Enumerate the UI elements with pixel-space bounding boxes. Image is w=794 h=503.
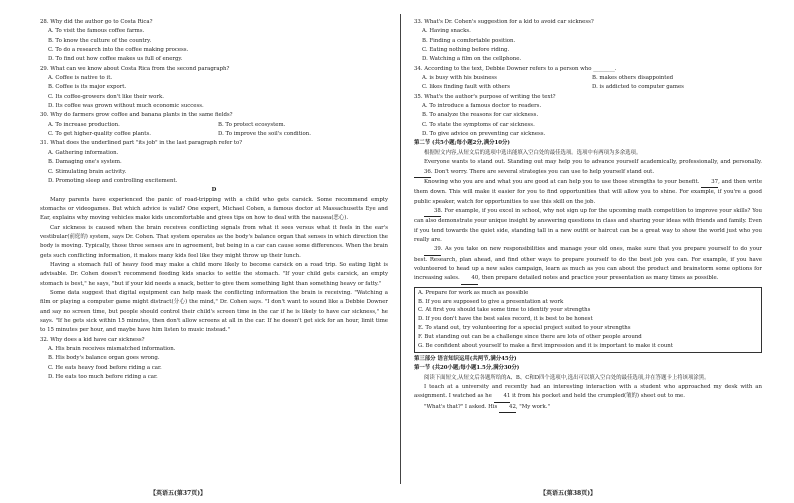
left-column: [40, 18, 388, 382]
blank-40: 40: [461, 274, 478, 284]
section-2-instructions: 根据短文内容,从短文后的选项中选出能填入空白处的最佳选项。选项中有两项为多余选项。: [424, 149, 642, 156]
passage-paragraph: Having a stomach full of heavy food may make a child more likely to become carsick on a road trip. So eating light is advisable. Dr. Cohen doesn't recommend feeding kids snacks to settle the stomach. "If your child gets carsick, an empty stomach is best," he says, "but if your kid needs a snack, better to give them something light than something heavy or fatty.": [40, 261, 388, 287]
option-row: [414, 74, 762, 83]
passage-letter: D: [211, 187, 217, 194]
text: "What's that?" I asked. His: [424, 403, 498, 410]
option: A. To introduce a famous doctor to readers.: [422, 103, 542, 110]
option: C. Eating nothing before riding.: [422, 47, 510, 54]
option-row: [40, 130, 388, 139]
option: A. Gathering information.: [48, 149, 119, 156]
option: D. To give advice on preventing car sickness.: [422, 131, 546, 138]
text: . As you take on new responsibilities and manage your old ones, make sure that you prepare yourself to do your best. Research, plan ahead, and find other ways to prepare yourself to do the best job you can. For example, if you have volunteered to head up a new sales campaign, learn as much as you can about the product and brainstorm some options for increasing sales.: [414, 246, 762, 282]
text: it from his pocket and held the crumpled(皱的) sheet out to me.: [512, 393, 685, 400]
blank-38: 38: [424, 207, 441, 217]
option: A. is busy with his business: [422, 75, 497, 82]
option: C. Stimulating brain activity.: [48, 168, 127, 175]
part-3-title: 第三部分 语言知识运用(共两节,满分45分): [414, 355, 517, 362]
option: A. To visit the famous coffee farms.: [48, 28, 145, 35]
option: D. Watching a film on the cellphone.: [422, 56, 522, 63]
option: B. Damaging one's system.: [48, 159, 122, 166]
section-1-instructions: 阅读下面短文,从短文后各题所给的A、B、C和D四个选项中,选出可以填入空白处的最佳选项,并在答题卡上将该项涂黑。: [424, 374, 710, 381]
option: B. To protect ecosystem.: [218, 121, 286, 128]
passage-paragraph: Car sickness is caused when the brain receives conflicting signals from what it sees versus what it feels in the ear's vestibular(前庭的) system, says Dr. Cohen. That system operates as the body's balance organ that senses in which direction the body is moving. Typically, those three senses are in agreement, but being in a car can cause some differences. When the brain gets such conflicting information, it makes many kids feel like they might throw up their lunch.: [40, 224, 388, 259]
option: A. His brain receives mismatched information.: [48, 346, 176, 353]
option: B. Finding a comfortable position.: [422, 37, 516, 44]
text: , then prepare detailed notes and practice your presentation as many times as possible.: [478, 275, 719, 282]
option: C. To get higher-quality coffee plants.: [48, 131, 151, 138]
page-footer-left: 【英语五(第37页)】: [150, 490, 207, 497]
option: B. His body's balance organ goes wrong.: [48, 355, 160, 362]
option: C. To state the symptoms of car sickness.: [422, 121, 535, 128]
text: I teach at a university and recently had an interesting interaction with a student who approached my desk with an assignment. I watched as he: [414, 384, 762, 400]
option: B. Coffee is its major export.: [48, 84, 127, 91]
options-box: [414, 287, 762, 353]
passage-paragraph: Some data suggest that digital equipment can help mask the conflicting information the brain is receiving. "Watching a film or playing a computer game might distract(分心) the mind," Dr. Cohen says. "I don't want to sound like a Debbie Downer and say no screen time, but people should control their child's screen time in the car if he is likely to have car sickness," he says. "If he gets sick within 15 minutes, then don't allow screens at all in the car. If he doesn't get sick for an hour, limit time to 15 minutes per hour, and maybe have him listen to music instead.": [40, 289, 388, 334]
cloze-paragraph: [414, 207, 762, 245]
option-row: [40, 121, 388, 130]
option: E. To stand out, try volunteering for a special project suited to your strengths: [418, 325, 631, 332]
option: C. To do a research into the coffee making process.: [48, 47, 189, 54]
question-35: 35. What's the author's purpose of writing the text?: [414, 93, 556, 100]
section-2-title: 第二节 (共5小题;每小题2分,满分10分): [414, 140, 510, 147]
question-28: 28. Why did the author go to Costa Rica?: [40, 19, 153, 25]
option: B. makes others disappointed: [592, 75, 674, 82]
option: D. To improve the soil's condition.: [218, 131, 311, 138]
question-32: 32. Why does a kid have car sickness?: [40, 336, 145, 343]
option: A. Having snacks.: [422, 28, 471, 35]
option: A. Prepare for work as much as possible: [418, 289, 529, 296]
right-column: [414, 18, 762, 413]
option: G. Be confident about yourself to make a first impression and it is important to make it count: [418, 343, 673, 350]
option: C. likes finding fault with others: [422, 84, 511, 91]
option: D. To find out how coffee makes us full of energy.: [48, 56, 183, 63]
option: A. To increase production.: [48, 121, 120, 128]
cloze-paragraph: [414, 158, 762, 178]
option-row: [414, 83, 762, 92]
text: , "My work.": [515, 403, 550, 410]
question-33: 33. What's Dr. Cohen's suggestion for a kid to avoid car sickness?: [414, 19, 594, 25]
blank-42: 42: [499, 403, 516, 413]
blank-41: 41: [494, 392, 511, 402]
text: Everyone wants to stand out. Standing out may help you to advance yourself academically, professionally, and personally.: [424, 159, 762, 166]
option: F. But standing out can be a challenge since there are lots of other people around: [418, 334, 642, 341]
option: D. He eats too much before riding a car.: [48, 374, 158, 381]
option: B. To know the culture of the country.: [48, 37, 152, 44]
question-30: 30. Why do farmers grow coffee and banana plants in the same fields?: [40, 112, 233, 119]
blank-36: 36: [414, 168, 431, 178]
cloze-paragraph: [414, 245, 762, 284]
page-footer-right: 【英语五(第38页)】: [540, 490, 597, 497]
question-31: 31. What does the underlined part "its job" in the last paragraph refer to?: [40, 140, 243, 147]
passage-paragraph: Many parents have experienced the panic of road-tripping with a child who gets carsick. Some recommend empty stomachs or videogames. But which advice is valid? One expert, Michael Cohen, a famous doctor at Massachusetts Eye and Ear, explains why moving vehicles make kids uncomfortable and gives tips on how to deal with the nausea(恶心).: [40, 196, 388, 222]
cloze-paragraph: [414, 178, 762, 207]
option: D. If you don't have the best sales record, it is best to be honest: [418, 316, 593, 323]
section-1-title: 第一节 (共20小题;每小题1.5分,满分30分): [414, 365, 520, 372]
option: C. Its coffee-growers don't like their work.: [48, 93, 164, 100]
option: D. Its coffee was grown without much economic success.: [48, 103, 204, 110]
question-29: 29. What can we know about Costa Rica from the second paragraph?: [40, 65, 230, 72]
cloze-paragraph: [414, 403, 762, 413]
column-divider: [400, 14, 401, 484]
blank-39: 39: [424, 245, 441, 255]
option: D. is addicted to computer games: [592, 84, 684, 91]
option: A. Coffee is native to it.: [48, 75, 113, 82]
text: Knowing who you are and what you are good at can help you to use those strengths to your benefit.: [424, 178, 700, 185]
option: D. Promoting sleep and controlling excitement.: [48, 177, 178, 184]
text: . Don't worry. There are several strategies you can use to help yourself stand out.: [430, 168, 655, 175]
option: C. He eats heavy food before riding a car.: [48, 364, 162, 371]
option: B. To analyze the reasons for car sickness.: [422, 112, 539, 119]
blank-37: 37: [701, 178, 718, 188]
option: B. If you are supposed to give a presentation at work: [418, 298, 564, 305]
text: , and then write them down. This will make it easier for you to find opportunities that will allow you to shine. For example, if you're a good public speaker, watch for opportunities to use this skill on the job.: [414, 178, 763, 205]
text: . For example, if you excel in school, why not sign up for the upcoming math competition to improve your skills? You can also demonstrate your unique insight by answering questions in class and sharing your ideas with friends and family. Even if you tend towards the quiet side, standing tall in a new outfit or haircut can be a great way to show the world just who you really are.: [414, 207, 762, 243]
question-34: 34. According to the text, Debbie Downer refers to a person who ________.: [414, 65, 617, 72]
cloze-paragraph: [414, 383, 762, 403]
option: C. At first you should take some time to identify your strengths: [418, 307, 591, 314]
